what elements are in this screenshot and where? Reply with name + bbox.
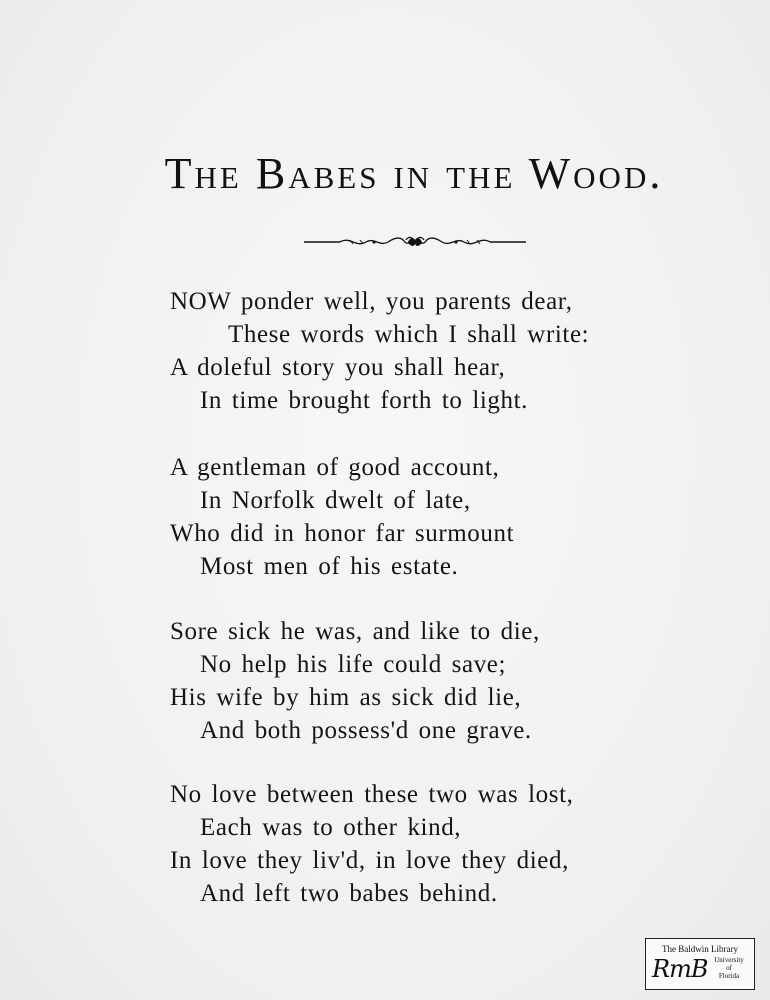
poem-line: And both possess'd one grave.	[200, 717, 532, 744]
poem-line: Most men of his estate.	[200, 553, 459, 580]
stamp-institution	[708, 956, 750, 980]
poem-line: His wife by him as sick did lie,	[170, 684, 522, 711]
stamp-institution-line: Florida	[718, 972, 740, 980]
stamp-institution-line: of	[726, 964, 732, 972]
poem-line: In love they liv'd, in love they died,	[170, 847, 569, 874]
poem-line: A gentleman of good account,	[170, 454, 500, 481]
poem-line: In time brought forth to light.	[200, 387, 529, 414]
stanza-2	[170, 451, 690, 583]
stamp-logo: RmB	[652, 955, 708, 983]
stamp-institution-line: University	[714, 956, 744, 964]
poem-line: And left two babes behind.	[200, 880, 498, 907]
poem-line: In Norfolk dwelt of late,	[200, 487, 471, 514]
poem-line: No help his life could save;	[200, 651, 507, 678]
poem-line: Who did in honor far surmount	[170, 520, 515, 547]
poem-line: These words which I shall write:	[228, 321, 590, 348]
page-title: The Babes in the Wood.	[164, 149, 664, 198]
poem-line: No love between these two was lost,	[170, 781, 574, 808]
ornament-divider-icon	[304, 232, 526, 252]
stanza-1	[170, 285, 690, 417]
poem-line: Sore sick he was, and like to die,	[170, 618, 540, 645]
poem-line: NOW ponder well, you parents dear,	[170, 288, 573, 315]
stanza-4	[170, 778, 690, 910]
stamp-library-name: The Baldwin Library	[662, 944, 738, 954]
stanza-3	[170, 615, 690, 747]
poem-line: A doleful story you shall hear,	[170, 354, 506, 381]
poem-line: Each was to other kind,	[200, 814, 462, 841]
library-stamp	[645, 938, 755, 990]
